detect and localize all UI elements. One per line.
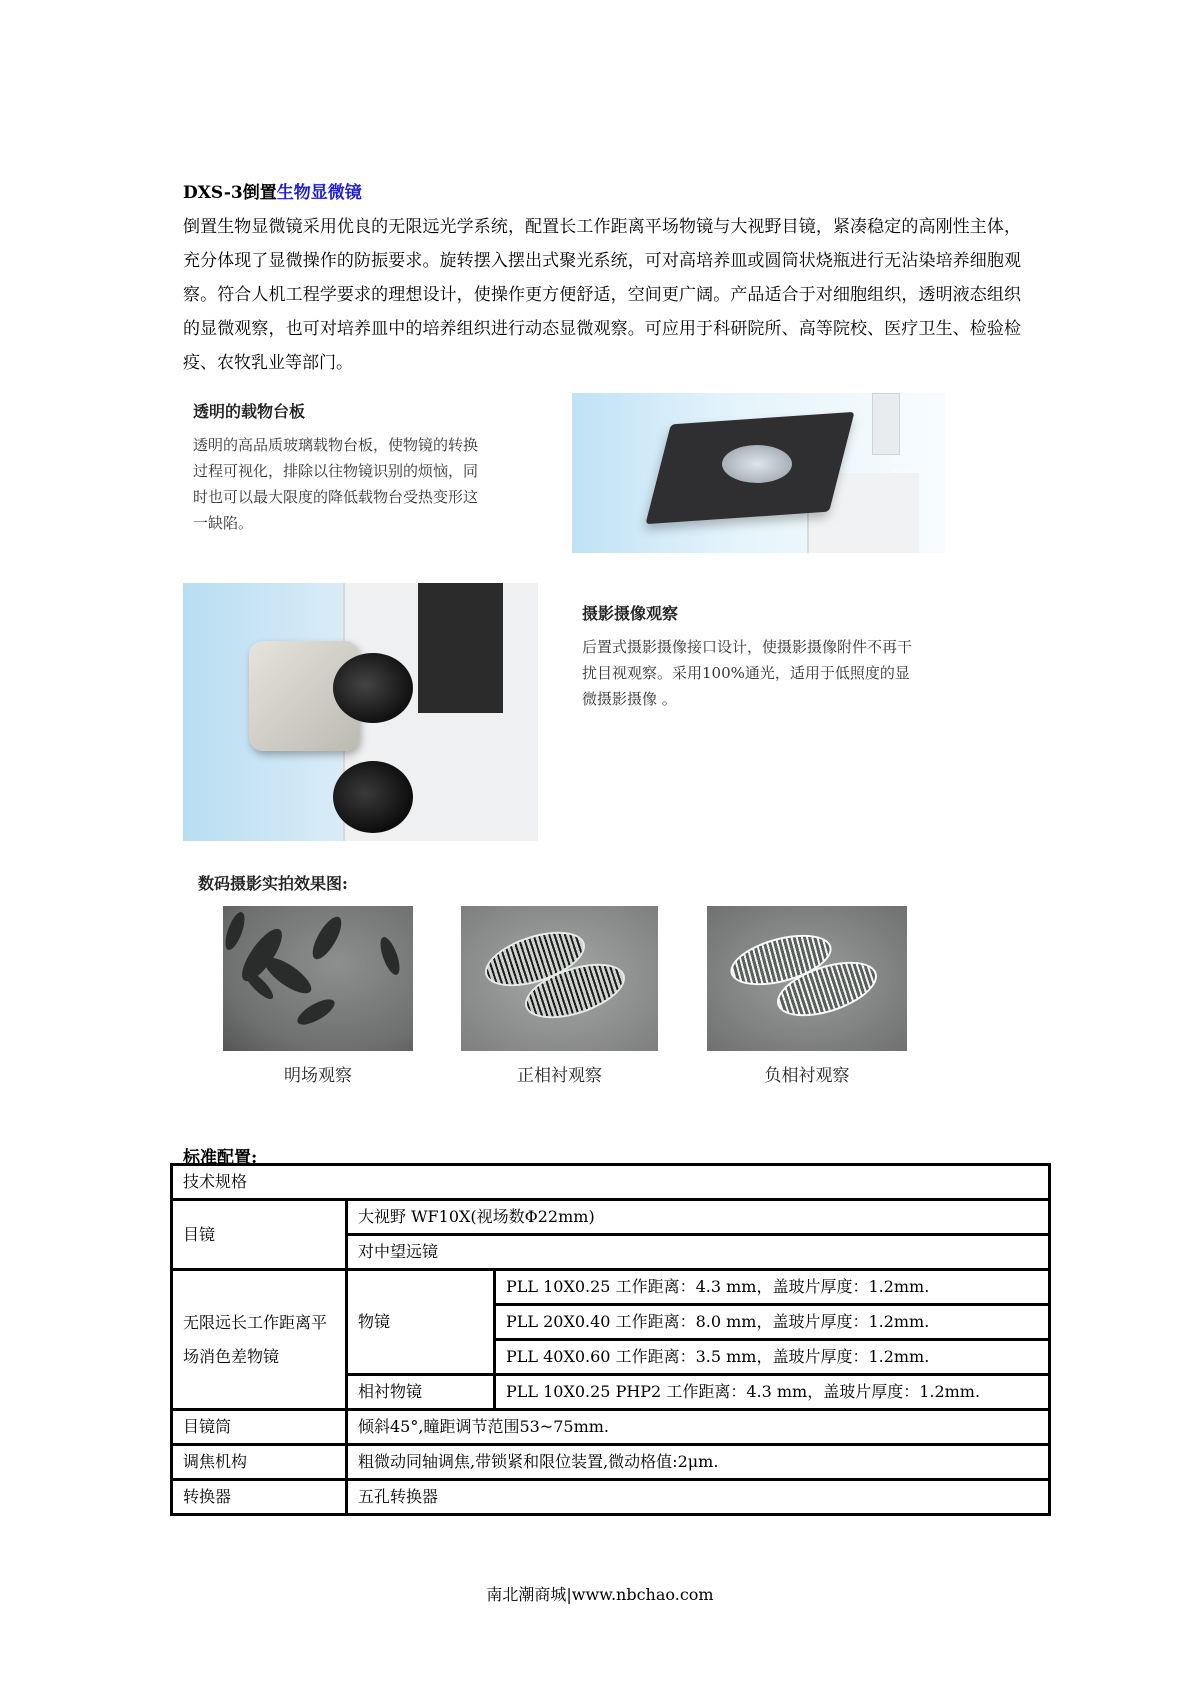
- feature-body: 后置式摄影摄像接口设计，使摄影摄像附件不再干扰目视观察。采用100%通光，适用于低照度的显微摄影摄像 。: [582, 638, 913, 708]
- table-header: 技术规格: [172, 1165, 1050, 1200]
- table-row: [172, 1410, 1050, 1445]
- table-row: [172, 1270, 1050, 1305]
- nosepiece-value: 五孔转换器: [347, 1480, 1050, 1515]
- microscope-post: [872, 393, 900, 455]
- intro-paragraph: 倒置生物显微镜采用优良的无限远光学系统，配置长工作距离平场物镜与大视野目镜，紧凑稳定的高刚性主体，充分体现了显微操作的防振要求。旋转摆入摆出式聚光系统，可对高培养皿或圆筒状烧瓶进行无沾染培养细胞观察。符合人机工程学要求的理想设计，使操作更方便舒适，空间更广阔。产品适合于对细胞组织，透明液态组织的显微观察，也可对培养皿中的培养组织进行动态显微观察。可应用于科研院所、高等院校、医疗卫生、检验检疫、农牧乳业等部门。: [183, 217, 1021, 373]
- focus-knob-lower: [333, 761, 413, 833]
- footer-site[interactable]: 南北潮商城|www.nbchao.com: [486, 1585, 714, 1604]
- feature-title: 摄影摄像观察: [582, 604, 679, 623]
- feature-transparent-stage: [193, 399, 483, 536]
- camera-port-photo: [183, 583, 538, 841]
- caption-negative-phase: 负相衬观察: [764, 1066, 850, 1086]
- cell: [294, 995, 338, 1030]
- caption-positive-phase: 正相衬观察: [517, 1066, 602, 1086]
- objective-value: PLL 40X0.60 工作距离：3.5 mm，盖玻片厚度：1.2mm.: [495, 1340, 1050, 1375]
- focus-label: 调焦机构: [172, 1445, 347, 1480]
- tube-label: 目镜筒: [172, 1410, 347, 1445]
- feature-body: 透明的高品质玻璃载物台板，使物镜的转换过程可视化，排除以往物镜识别的烦恼，同时也可以最大限度的降低载物台受热变形这一缺陷。: [193, 436, 479, 532]
- cell: [307, 913, 347, 964]
- table-row: [172, 1200, 1050, 1235]
- phase-objective-label: 相衬物镜: [347, 1375, 495, 1410]
- feature-photo-observation: [582, 601, 922, 712]
- focus-value: 粗微动同轴调焦,带锁紧和限位装置,微动格值:2μm.: [347, 1445, 1050, 1480]
- product-title: [183, 178, 362, 203]
- objective-group-label: 无限远长工作距离平场消色差物镜: [172, 1270, 347, 1410]
- nosepiece-label: 转换器: [172, 1480, 347, 1515]
- housing-slot: [418, 583, 503, 713]
- cell: [223, 910, 248, 952]
- eyepiece-label: 目镜: [172, 1200, 347, 1270]
- tube-value: 倾斜45°,瞳距调节范围53~75mm.: [347, 1410, 1050, 1445]
- table-row: [172, 1480, 1050, 1515]
- title-link[interactable]: 生物显微镜: [276, 183, 362, 203]
- focus-knob-upper: [333, 653, 413, 723]
- eyepiece-value: 大视野 WF10X(视场数Φ22mm): [347, 1200, 1050, 1235]
- brightfield-image: [223, 906, 413, 1051]
- stage-photo: [572, 393, 945, 553]
- objective-value: PLL 10X0.25 工作距离：4.3 mm，盖玻片厚度：1.2mm.: [495, 1270, 1050, 1305]
- objective-value: PLL 20X0.40 工作距离：8.0 mm，盖玻片厚度：1.2mm.: [495, 1305, 1050, 1340]
- caption-brightfield: 明场观察: [284, 1066, 352, 1086]
- table-row: [172, 1445, 1050, 1480]
- eyepiece-value: 对中望远镜: [347, 1235, 1050, 1270]
- phase-objective-value: PLL 10X0.25 PHP2 工作距离：4.3 mm，盖玻片厚度：1.2mm.: [495, 1375, 1050, 1410]
- feature-title: 透明的载物台板: [193, 402, 306, 421]
- objective-label: 物镜: [347, 1270, 495, 1375]
- spec-table: [170, 1163, 1051, 1516]
- gallery-heading: 数码摄影实拍效果图:: [198, 874, 348, 893]
- positive-phase-image: [461, 906, 658, 1051]
- table-row: [172, 1165, 1050, 1200]
- negative-phase-image: [707, 906, 907, 1051]
- stage-opening: [722, 445, 792, 483]
- cell: [377, 935, 404, 977]
- title-model: DXS-3倒置: [183, 183, 277, 203]
- standard-config-heading: 标准配置:: [183, 1148, 258, 1168]
